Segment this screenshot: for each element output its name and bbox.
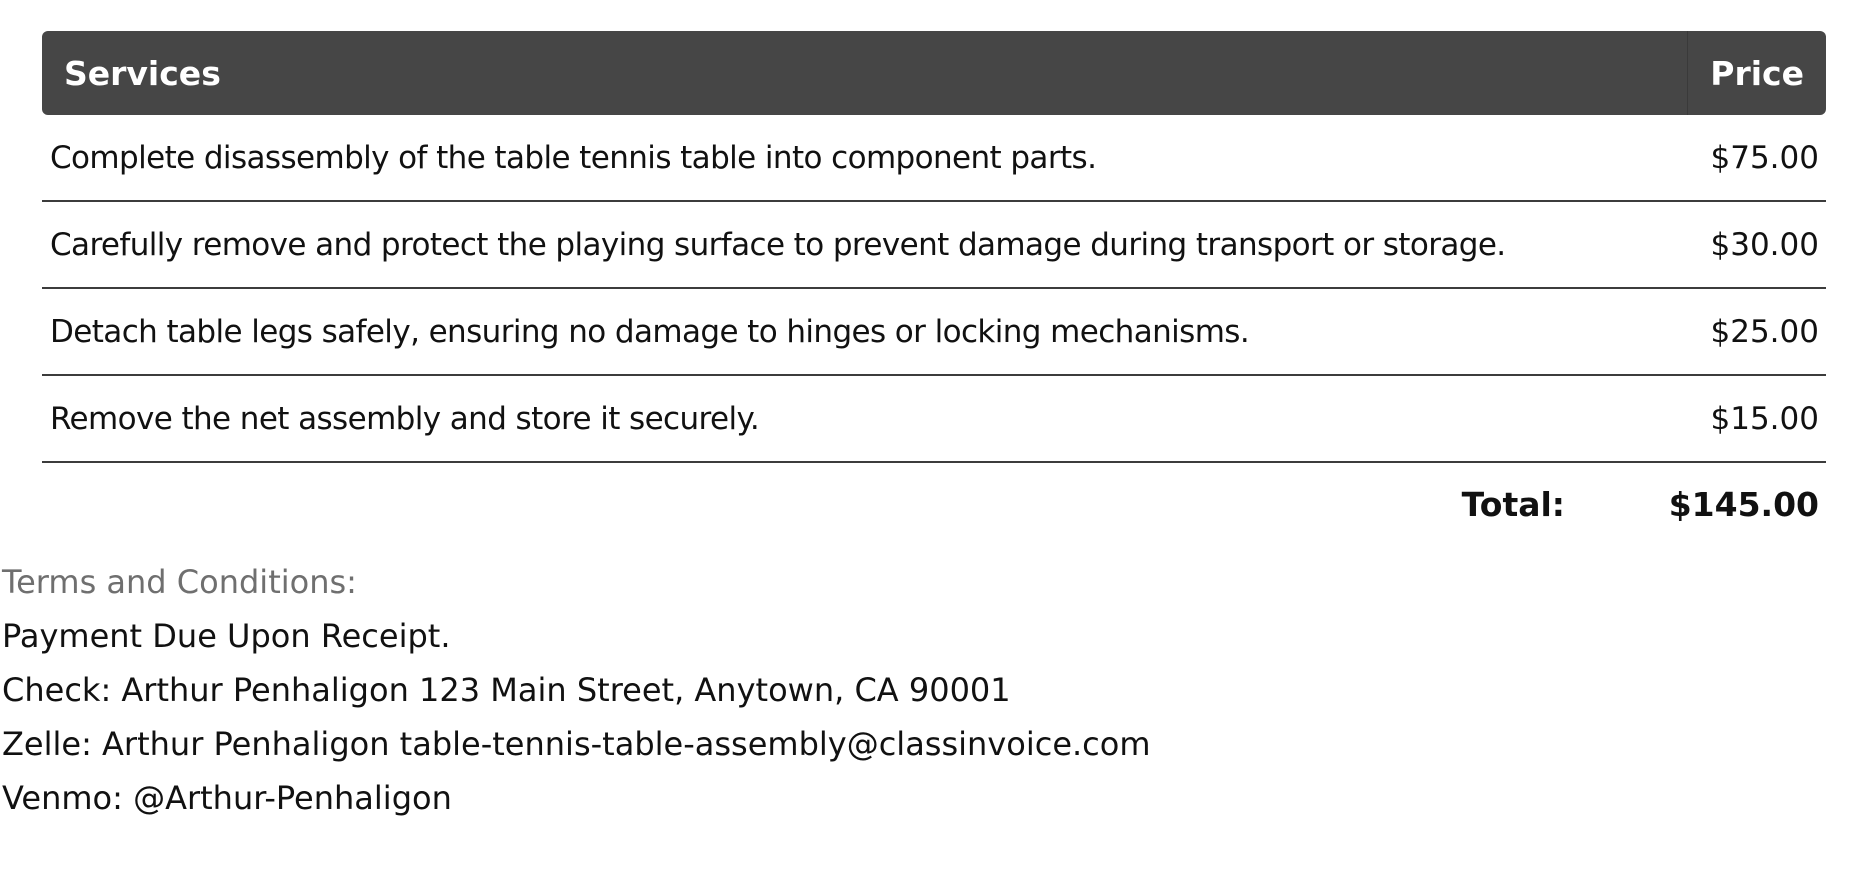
table-row <box>42 289 1826 376</box>
service-price: $30.00 <box>1687 202 1826 289</box>
service-description: Remove the net assembly and store it securely. <box>42 376 1687 463</box>
service-description: Detach table legs safely, ensuring no damage to hinges or locking mechanisms. <box>42 289 1687 376</box>
terms-venmo: Venmo: @Arthur-Penhaligon <box>2 779 452 817</box>
terms-heading: Terms and Conditions: <box>2 563 357 601</box>
table-header <box>42 31 1826 115</box>
terms-zelle: Zelle: Arthur Penhaligon table-tennis-table-assembly@classinvoice.com <box>2 725 1151 763</box>
service-description: Complete disassembly of the table tennis table into component parts. <box>42 115 1687 202</box>
terms-payment-due: Payment Due Upon Receipt. <box>2 617 451 655</box>
price-column-header: Price <box>1687 31 1826 115</box>
table-row <box>42 115 1826 202</box>
services-table <box>42 31 1826 463</box>
service-description: Carefully remove and protect the playing surface to prevent damage during transport or storage. <box>42 202 1687 289</box>
total-value: $145.00 <box>1668 485 1819 524</box>
total-label: Total: <box>1461 485 1565 524</box>
services-column-header: Services <box>42 31 1687 115</box>
table-row <box>42 376 1826 463</box>
terms-section <box>2 555 1151 825</box>
invoice <box>42 31 1826 549</box>
service-price: $75.00 <box>1687 115 1826 202</box>
table-row <box>42 202 1826 289</box>
header-row <box>42 31 1826 115</box>
terms-check: Check: Arthur Penhaligon 123 Main Street, Anytown, CA 90001 <box>2 671 1011 709</box>
service-price: $15.00 <box>1687 376 1826 463</box>
table-body <box>42 115 1826 463</box>
total-row <box>42 463 1826 549</box>
service-price: $25.00 <box>1687 289 1826 376</box>
